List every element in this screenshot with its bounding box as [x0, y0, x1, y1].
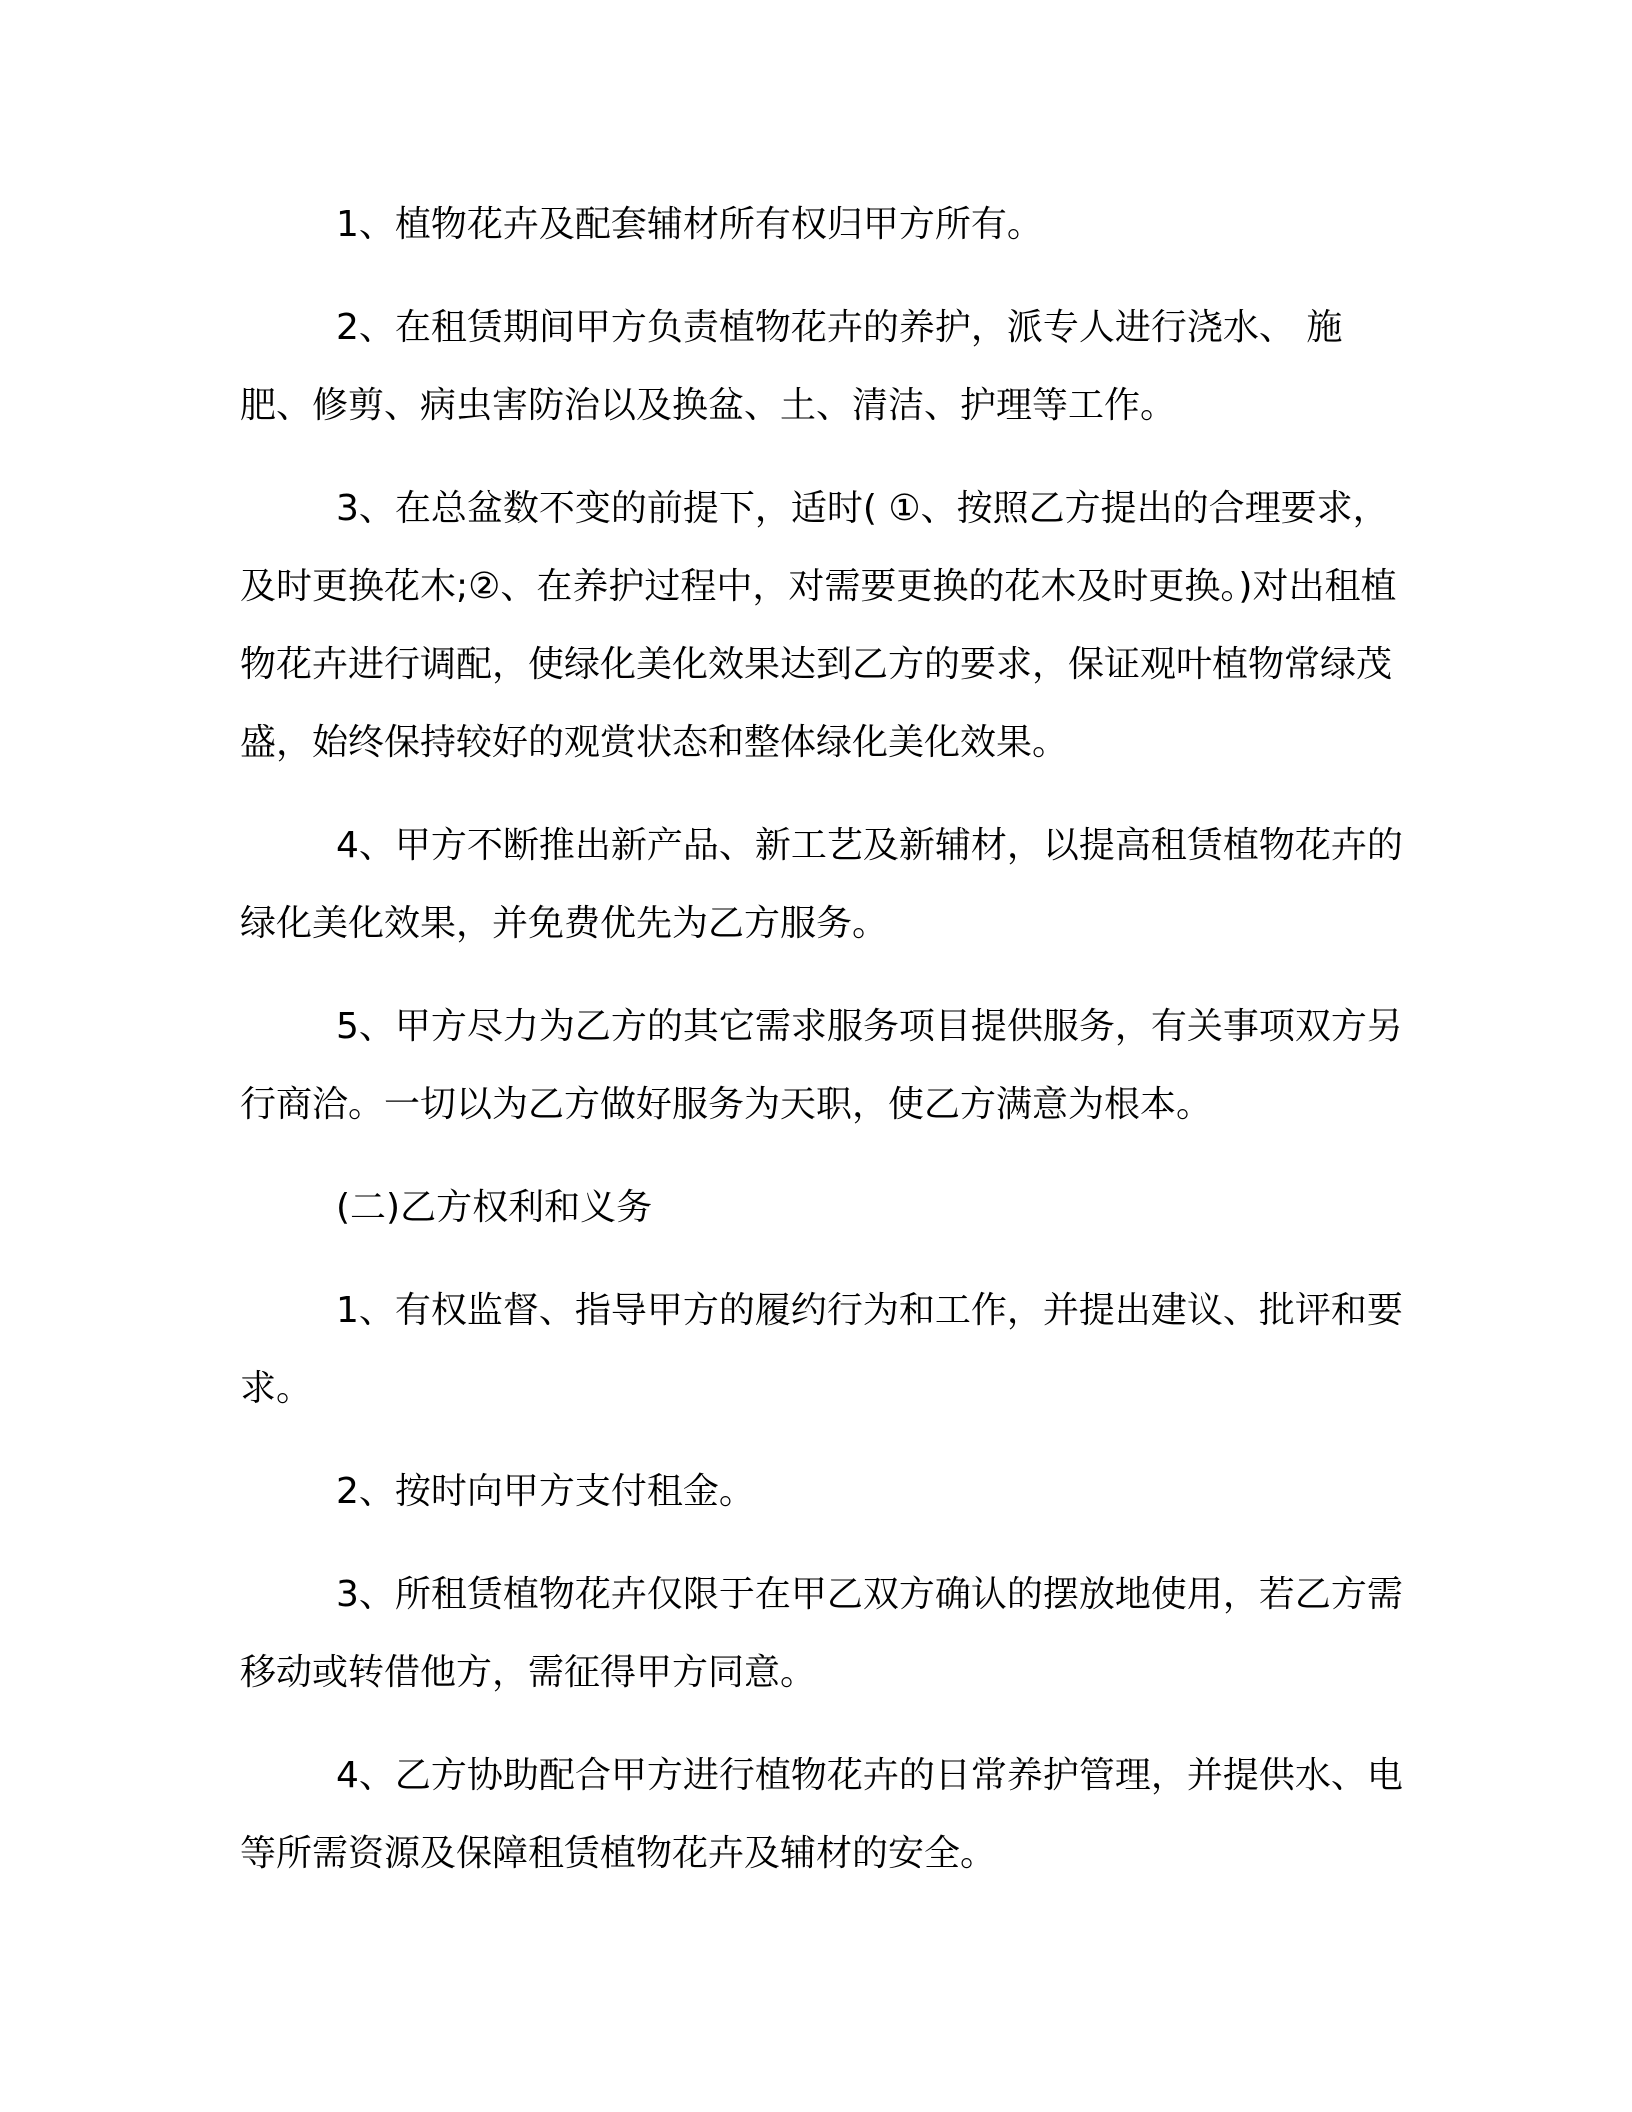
paragraph-6: 1、有权监督、指导甲方的履约行为和工作，并提出建议、批评和要求。 [240, 1290, 1403, 1409]
document-body [240, 186, 1410, 1918]
paragraph-8: 3、所租赁植物花卉仅限于在甲乙双方确认的摆放地使用，若乙方需移动或转借他方，需征得甲方同意。 [240, 1574, 1403, 1693]
paragraph-3: 3、在总盆数不变的前提下，适时( ①、按照乙方提出的合理要求，及时更换花木;②、在养护过程中，对需要更换的花木及时更换。)对出租植物花卉进行调配，使绿化美化效果达到乙方的要求，保证观叶植物常绿茂盛，始终保持较好的观赏状态和整体绿化美化效果。 [240, 488, 1397, 763]
paragraph-2: 2、在租赁期间甲方负责植物花卉的养护，派专人进行浇水、 施肥、修剪、病虫害防治以及换盆、土、清洁、护理等工作。 [240, 307, 1343, 426]
paragraph-1: 1、植物花卉及配套辅材所有权归甲方所有。 [336, 204, 1043, 245]
paragraph-9: 4、乙方协助配合甲方进行植物花卉的日常养护管理，并提供水、电等所需资源及保障租赁植物花卉及辅材的安全。 [240, 1755, 1403, 1874]
paragraph-4: 4、甲方不断推出新产品、新工艺及新辅材，以提高租赁植物花卉的绿化美化效果，并免费优先为乙方服务。 [240, 825, 1403, 944]
paragraph-7: 2、按时向甲方支付租金。 [336, 1471, 755, 1512]
section-heading: (二)乙方权利和义务 [336, 1187, 653, 1228]
paragraph-5: 5、甲方尽力为乙方的其它需求服务项目提供服务，有关事项双方另行商洽。一切以为乙方做好服务为天职，使乙方满意为根本。 [240, 1006, 1403, 1125]
